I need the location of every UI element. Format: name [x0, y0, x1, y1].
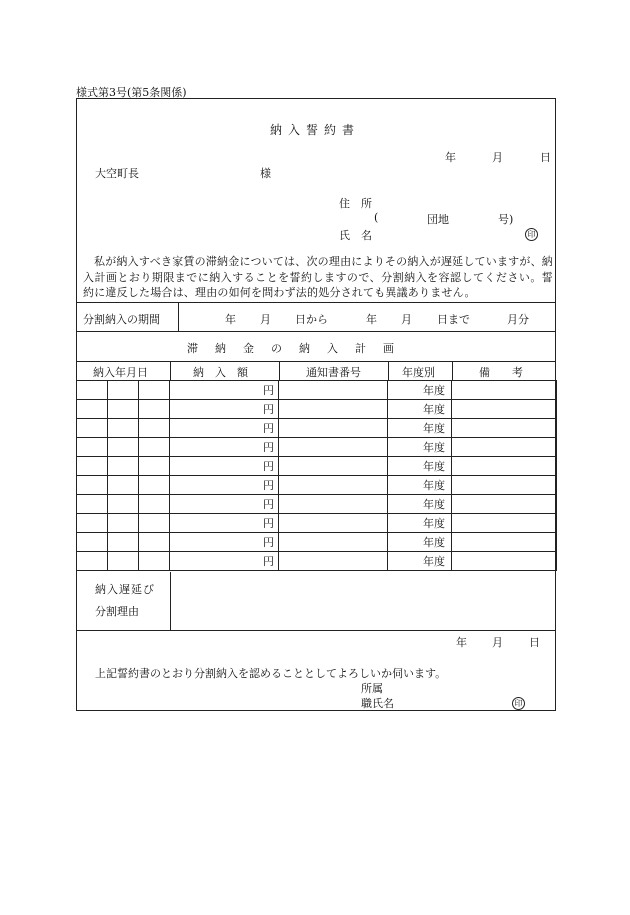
remarks-cell[interactable] [452, 400, 557, 419]
notice-no-cell[interactable] [279, 400, 388, 419]
approval-staff-label: 職氏名 [361, 697, 394, 710]
date-year-cell[interactable] [77, 552, 108, 571]
amount-cell[interactable]: 円 [170, 438, 279, 457]
date-month-cell[interactable] [108, 552, 139, 571]
fiscal-year-cell[interactable]: 年度 [388, 514, 452, 533]
col-header-notice-no: 通知書番号 [306, 366, 361, 379]
divider [178, 302, 179, 331]
remarks-cell[interactable] [452, 457, 557, 476]
applicant-seal-icon: 印 [525, 228, 538, 241]
notice-no-cell[interactable] [279, 476, 388, 495]
plan-heading: 滞 納 金 の 納 入 計 画 [187, 342, 397, 355]
notice-no-cell[interactable] [279, 419, 388, 438]
reason-label-line1: 納入遅延び [95, 583, 155, 596]
date-day-cell[interactable] [139, 533, 170, 552]
date-month-cell[interactable] [108, 533, 139, 552]
date-day-label: 日 [540, 151, 551, 164]
approval-dept-label: 所属 [361, 682, 383, 695]
date-day-cell[interactable] [139, 495, 170, 514]
date-day-cell[interactable] [139, 400, 170, 419]
fiscal-year-cell[interactable]: 年度 [388, 381, 452, 400]
address-label: 住 所 [339, 197, 372, 210]
date-year-cell[interactable] [77, 457, 108, 476]
fiscal-year-cell[interactable]: 年度 [388, 533, 452, 552]
period-from-month: 月 [260, 313, 271, 326]
col-header-date: 納入年月日 [93, 366, 148, 379]
col-header-amount: 納 入 額 [193, 366, 248, 379]
period-to-year: 年 [366, 313, 377, 326]
date-day-cell[interactable] [139, 476, 170, 495]
approval-month: 月 [492, 636, 503, 649]
divider [388, 361, 389, 380]
period-to-day: 日まで [437, 313, 470, 326]
date-day-cell[interactable] [139, 438, 170, 457]
table-row [77, 514, 557, 533]
date-day-cell[interactable] [139, 514, 170, 533]
amount-cell[interactable]: 円 [170, 400, 279, 419]
date-month-cell[interactable] [108, 514, 139, 533]
notice-no-cell[interactable] [279, 514, 388, 533]
col-header-fiscal-year: 年度別 [402, 366, 435, 379]
notice-no-cell[interactable] [279, 552, 388, 571]
fiscal-year-cell[interactable]: 年度 [388, 552, 452, 571]
reason-label-line2: 分割理由 [95, 605, 139, 618]
divider [76, 361, 556, 362]
table-row [77, 533, 557, 552]
date-year-cell[interactable] [77, 514, 108, 533]
date-month-cell[interactable] [108, 476, 139, 495]
remarks-cell[interactable] [452, 514, 557, 533]
divider [279, 361, 280, 380]
remarks-cell[interactable] [452, 495, 557, 514]
date-month-cell[interactable] [108, 381, 139, 400]
amount-cell[interactable]: 円 [170, 514, 279, 533]
notice-no-cell[interactable] [279, 457, 388, 476]
amount-cell[interactable]: 円 [170, 457, 279, 476]
remarks-cell[interactable] [452, 552, 557, 571]
remarks-cell[interactable] [452, 476, 557, 495]
table-row [77, 552, 557, 571]
date-year-cell[interactable] [77, 438, 108, 457]
date-year-cell[interactable] [77, 533, 108, 552]
fiscal-year-cell[interactable]: 年度 [388, 495, 452, 514]
pledge-paragraph: 私が納入すべき家賃の滞納金については、次の理由によりその納入が遅延していますが、納入計画とおり期限までに納入することを誓約しますので、分割納入を容認してください。誓約に違反した場合は、理由の如何を問わず法的処分されても異議ありません。 [83, 255, 553, 299]
divider [76, 331, 556, 332]
fiscal-year-cell[interactable]: 年度 [388, 438, 452, 457]
table-row [77, 476, 557, 495]
approval-seal-icon: 印 [512, 697, 525, 710]
table-row [77, 495, 557, 514]
date-day-cell[interactable] [139, 552, 170, 571]
date-day-cell[interactable] [139, 381, 170, 400]
divider [452, 361, 453, 380]
amount-cell[interactable]: 円 [170, 495, 279, 514]
remarks-cell[interactable] [452, 438, 557, 457]
addressee-honorific: 様 [260, 167, 271, 180]
date-year-cell[interactable] [77, 476, 108, 495]
table-row [77, 400, 557, 419]
amount-cell[interactable]: 円 [170, 533, 279, 552]
form-title: 納入誓約書 [269, 123, 360, 137]
amount-cell[interactable]: 円 [170, 552, 279, 571]
danchi-open-paren: ( [374, 211, 379, 224]
approval-year: 年 [456, 636, 467, 649]
amount-cell[interactable]: 円 [170, 381, 279, 400]
date-month-cell[interactable] [108, 457, 139, 476]
notice-no-cell[interactable] [279, 495, 388, 514]
amount-cell[interactable]: 円 [170, 476, 279, 495]
period-label: 分割納入の期間 [83, 313, 160, 326]
date-year-cell[interactable] [77, 495, 108, 514]
date-month-label: 月 [492, 151, 503, 164]
remarks-cell[interactable] [452, 419, 557, 438]
fiscal-year-cell[interactable]: 年度 [388, 419, 452, 438]
period-installments: 月分 [507, 313, 529, 326]
date-year-cell[interactable] [77, 381, 108, 400]
date-day-cell[interactable] [139, 419, 170, 438]
remarks-cell[interactable] [452, 533, 557, 552]
applicant-name-label: 氏 名 [339, 229, 372, 242]
approval-text: 上記誓約書のとおり分割納入を認めることとしてよろしいか伺います。 [95, 667, 447, 680]
table-row [77, 438, 557, 457]
fiscal-year-cell[interactable]: 年度 [388, 457, 452, 476]
date-month-cell[interactable] [108, 400, 139, 419]
divider [170, 361, 171, 380]
addressee-name: 大空町長 [95, 167, 139, 180]
period-to-month: 月 [401, 313, 412, 326]
divider [170, 572, 171, 630]
fiscal-year-cell[interactable]: 年度 [388, 400, 452, 419]
notice-no-cell[interactable] [279, 533, 388, 552]
fiscal-year-cell[interactable]: 年度 [388, 476, 452, 495]
date-year-cell[interactable] [77, 400, 108, 419]
period-from-year: 年 [225, 313, 236, 326]
form-number-label: 様式第3号(第5条関係) [76, 86, 187, 99]
table-row [77, 419, 557, 438]
date-day-cell[interactable] [139, 457, 170, 476]
remarks-cell[interactable] [452, 381, 557, 400]
date-year-cell[interactable] [77, 419, 108, 438]
notice-no-cell[interactable] [279, 438, 388, 457]
date-month-cell[interactable] [108, 419, 139, 438]
period-from-day: 日から [295, 313, 328, 326]
date-month-cell[interactable] [108, 438, 139, 457]
date-month-cell[interactable] [108, 495, 139, 514]
amount-cell[interactable]: 円 [170, 419, 279, 438]
danchi-label: 団地 [427, 213, 449, 226]
divider [76, 302, 556, 303]
divider [76, 630, 556, 631]
col-header-remarks: 備 考 [479, 366, 523, 379]
approval-day: 日 [529, 636, 540, 649]
payment-plan-table [76, 380, 557, 571]
notice-no-cell[interactable] [279, 381, 388, 400]
table-row [77, 457, 557, 476]
date-year-label: 年 [445, 151, 456, 164]
unit-number-label: 号) [498, 213, 514, 226]
table-row [77, 381, 557, 400]
